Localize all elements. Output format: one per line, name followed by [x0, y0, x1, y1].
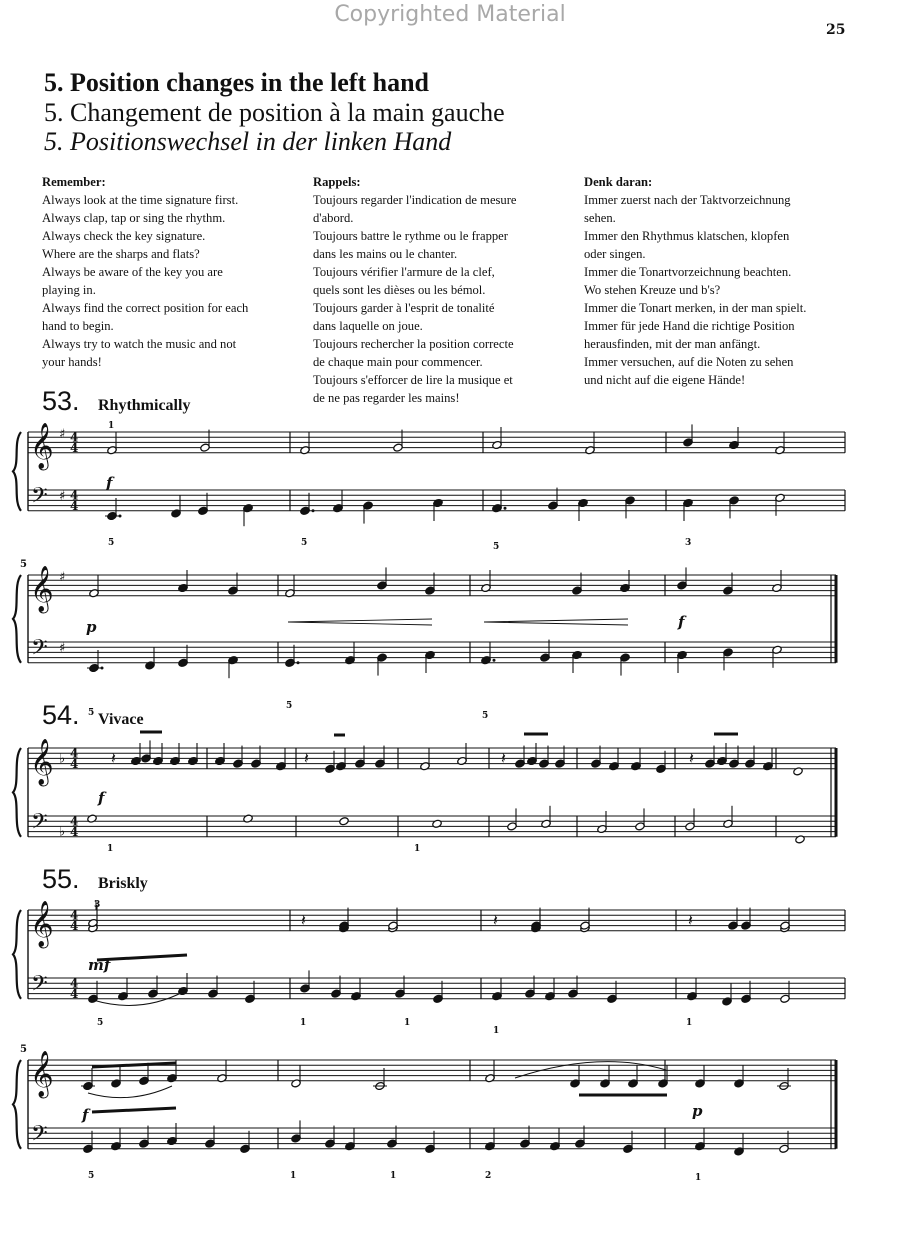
fingering-number: 5 [88, 708, 95, 718]
column-line: Always look at the time signature first. [42, 193, 239, 207]
title-french: 5. Changement de position à la main gauche [44, 98, 505, 127]
time-signature-top: 4 [70, 814, 79, 829]
time-signature-bottom: 4 [70, 918, 79, 933]
brace [13, 748, 21, 837]
column-line: Toujours vérifier l'armure de la clef, [313, 265, 495, 279]
column-line: Immer die Tonart merken, in der man spielt. [584, 301, 807, 315]
bass-clef-icon: 𝄢 [31, 809, 48, 840]
column-line: Immer für jede Hand die richtige Position [584, 319, 795, 333]
quarter-rest-icon: 𝄽 [689, 748, 694, 768]
column-line: und nicht auf die eigene Hände! [584, 373, 746, 387]
hairpin [288, 622, 432, 625]
dynamic-marking: f [98, 789, 105, 807]
treble-clef-icon: 𝄞 [30, 565, 54, 612]
bass-clef-icon: 𝄢 [31, 971, 48, 1002]
note-head [793, 767, 804, 776]
column-line: Remember: [42, 175, 106, 189]
dynamic-marking: mf [88, 956, 111, 974]
column-line: dans les mains ou le chanter. [313, 247, 458, 261]
column-line: sehen. [584, 211, 616, 225]
fingering-number: 1 [300, 1018, 307, 1028]
dynamic-marking: p [86, 618, 97, 636]
note-head [795, 835, 806, 844]
title-german: 5. Positionswechsel in der linken Hand [44, 127, 452, 156]
dot [312, 509, 315, 512]
fingering-number: 1 [695, 1173, 702, 1183]
watermark: Copyrighted Material [334, 2, 566, 27]
column-line: oder singen. [584, 247, 646, 261]
exercise-number: 53. [42, 386, 80, 416]
quarter-rest-icon: 𝄽 [111, 748, 116, 768]
note-head [243, 814, 254, 823]
brace [13, 575, 21, 663]
note-head [339, 817, 350, 826]
fingering-number: 5 [286, 701, 293, 711]
treble-clef-icon: 𝄞 [30, 1050, 54, 1097]
fingering-number: 5 [108, 538, 115, 548]
time-signature-top: 4 [70, 430, 79, 445]
key-signature-sharp-icon: ♯ [59, 641, 66, 657]
column-line: your hands! [42, 355, 102, 369]
column-line: playing in. [42, 283, 96, 297]
fingering-number: 1 [390, 1171, 397, 1181]
hairpin [484, 622, 628, 625]
exercise-number: 54. [42, 700, 80, 730]
column-line: hand to begin. [42, 319, 114, 333]
fingering-number: 5 [493, 542, 500, 552]
column-line: Immer zuerst nach der Taktvorzeichnung [584, 193, 791, 207]
time-signature-top: 4 [70, 976, 79, 991]
bass-clef-icon: 𝄢 [31, 483, 48, 514]
quarter-rest-icon: 𝄽 [688, 910, 693, 930]
quarter-rest-icon: 𝄽 [501, 748, 506, 768]
dynamic-marking: f [106, 474, 113, 492]
key-signature-flat-icon: ♭ [59, 824, 66, 840]
time-signature-bottom: 4 [70, 986, 79, 1001]
column-line: Always be aware of the key you are [42, 265, 223, 279]
fingering-number: 3 [94, 900, 101, 910]
fingering-number: 1 [414, 844, 421, 854]
column-line: Toujours rechercher la position correcte [313, 337, 514, 351]
beam [92, 1063, 176, 1067]
column-line: Toujours battre le rythme ou le frapper [313, 229, 508, 243]
time-signature-top: 4 [70, 908, 79, 923]
column-line: de chaque main pour commencer. [313, 355, 483, 369]
column-line: de ne pas regarder les mains! [313, 391, 460, 405]
fingering-number: 1 [404, 1018, 411, 1028]
column-line: Where are the sharps and flats? [42, 247, 200, 261]
column-line: Always check the key signature. [42, 229, 206, 243]
column-line: Immer versuchen, auf die Noten zu sehen [584, 355, 794, 369]
fingering-number: 5 [301, 538, 308, 548]
treble-clef-icon: 𝄞 [30, 422, 54, 469]
fingering-number: 3 [685, 538, 692, 548]
column-line: Toujours s'efforcer de lire la musique et [313, 373, 513, 387]
column-line: Wo stehen Kreuze und b's? [584, 283, 721, 297]
key-signature-sharp-icon: ♯ [59, 427, 66, 442]
exercise-number: 55. [42, 864, 80, 894]
column-line: herausfinden, mit der man anfängt. [584, 337, 761, 351]
fingering-number: 1 [107, 844, 114, 854]
bass-clef-icon: 𝄢 [31, 1121, 48, 1152]
column-line: d'abord. [313, 211, 354, 225]
page-number: 25 [826, 22, 846, 38]
column-line: Immer den Rhythmus klatschen, klopfen [584, 229, 790, 243]
time-signature-bottom: 4 [70, 498, 79, 513]
quarter-rest-icon: 𝄽 [304, 748, 309, 768]
brace [13, 1060, 21, 1149]
quarter-rest-icon: 𝄽 [301, 910, 306, 930]
dot [493, 659, 496, 662]
column-line: Denk daran: [584, 175, 653, 189]
time-signature-top: 4 [70, 488, 79, 503]
fingering-number: 1 [108, 421, 115, 431]
fingering-number: 2 [485, 1171, 492, 1181]
beam [97, 955, 187, 960]
note-head [87, 814, 98, 823]
dot [119, 515, 122, 518]
fingering-number: 1 [290, 1171, 297, 1181]
brace [13, 910, 21, 999]
dynamic-marking: p [692, 1102, 703, 1120]
title-english: 5. Position changes in the left hand [44, 68, 429, 97]
column-line: quels sont les dièses ou les bémol. [313, 283, 486, 297]
fingering-number: 1 [493, 1026, 500, 1036]
time-signature-bottom: 4 [70, 756, 79, 771]
treble-clef-icon: 𝄞 [30, 738, 54, 785]
time-signature-bottom: 4 [70, 440, 79, 455]
dot [504, 507, 507, 510]
brace [13, 432, 21, 511]
key-signature-sharp-icon: ♯ [59, 570, 66, 585]
fingering-number: 5 [88, 1171, 95, 1181]
column-line: Toujours garder à l'esprit de tonalité [313, 301, 495, 315]
note-head [432, 819, 443, 828]
column-line: dans laquelle on joue. [313, 319, 423, 333]
key-signature-flat-icon: ♭ [59, 751, 66, 767]
tempo-marking: Briskly [98, 875, 148, 892]
column-line: Always find the correct position for each [42, 301, 249, 315]
time-signature-bottom: 4 [70, 824, 79, 839]
measure-number: 5 [20, 1044, 27, 1055]
slur [88, 1086, 172, 1098]
fingering-number: 1 [686, 1018, 693, 1028]
hairpin [288, 619, 432, 622]
bass-clef-icon: 𝄢 [31, 635, 48, 666]
tempo-marking: Vivace [98, 711, 144, 728]
treble-clef-icon: 𝄞 [30, 900, 54, 947]
fingering-number: 5 [97, 1018, 104, 1028]
beam [92, 1108, 176, 1112]
tempo-marking: Rhythmically [98, 397, 191, 414]
dynamic-marking: f [678, 613, 685, 631]
column-line: Always clap, tap or sing the rhythm. [42, 211, 226, 225]
time-signature-top: 4 [70, 746, 79, 761]
measure-number: 5 [20, 559, 27, 570]
quarter-rest-icon: 𝄽 [493, 910, 498, 930]
column-line: Rappels: [313, 175, 361, 189]
column-line: Toujours regarder l'indication de mesure [313, 193, 517, 207]
dot [297, 661, 300, 664]
hairpin [484, 619, 628, 622]
key-signature-sharp-icon: ♯ [59, 489, 66, 505]
dynamic-marking: f [82, 1106, 89, 1124]
dot [101, 667, 104, 670]
column-line: Immer die Tonartvorzeichnung beachten. [584, 265, 792, 279]
fingering-number: 5 [482, 711, 489, 721]
column-line: Always try to watch the music and not [42, 337, 237, 351]
